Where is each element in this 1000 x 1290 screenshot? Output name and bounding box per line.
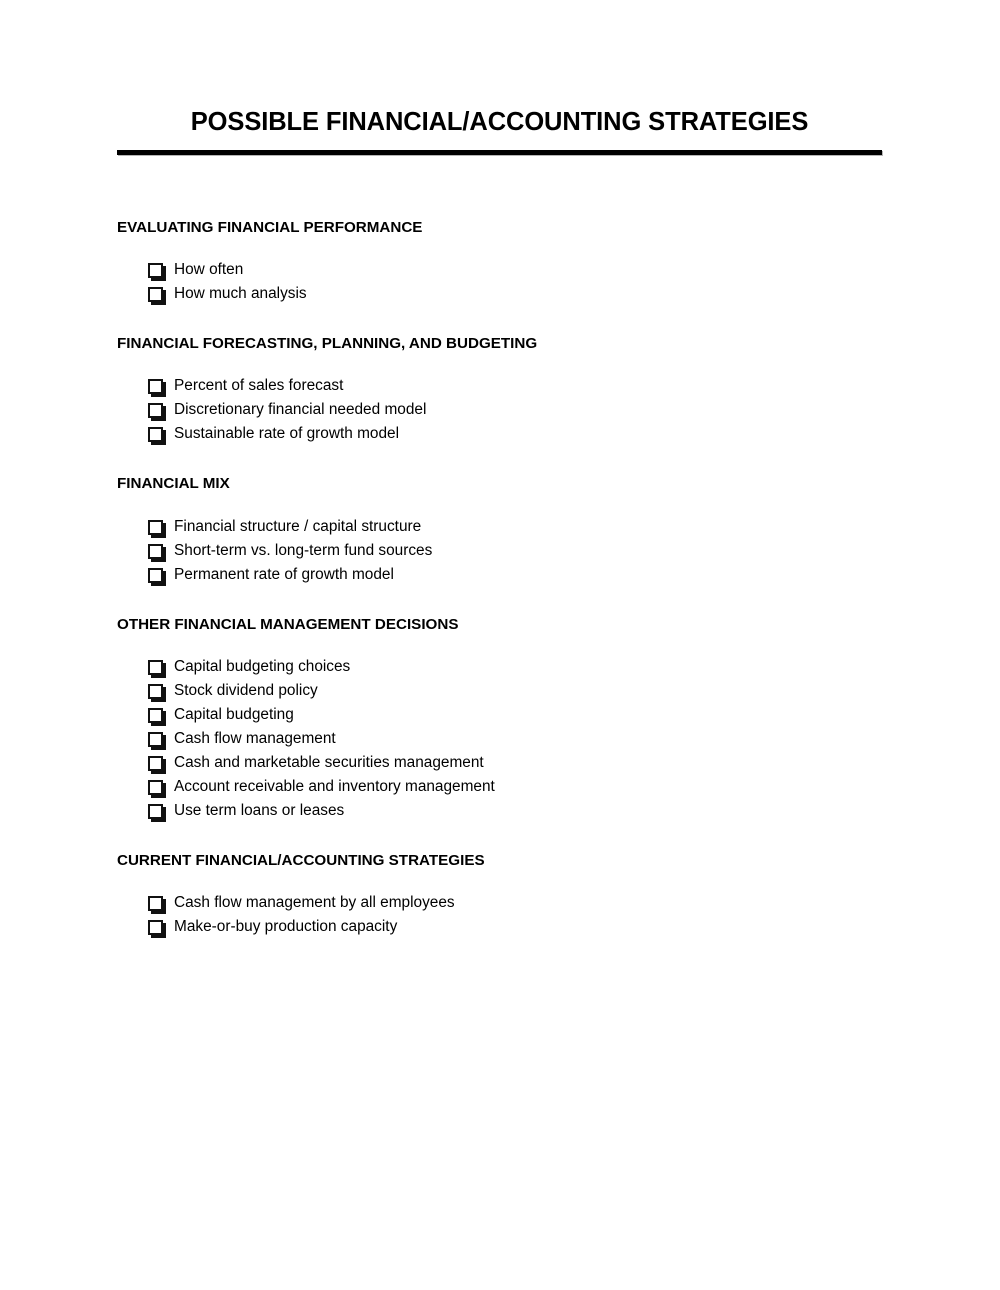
list-item-label: Discretionary financial needed model <box>174 401 427 419</box>
list-item[interactable] <box>117 515 917 539</box>
list-item[interactable] <box>117 563 917 587</box>
checklist-items <box>117 655 917 823</box>
list-item[interactable] <box>117 655 917 679</box>
page-title: POSSIBLE FINANCIAL/ACCOUNTING STRATEGIES <box>190 108 809 136</box>
checkbox-icon[interactable] <box>148 287 163 302</box>
list-item-label: Stock dividend policy <box>174 681 318 699</box>
list-item-label: Cash flow management by all employees <box>174 894 455 912</box>
list-item-label: Make-or-buy production capacity <box>174 918 398 936</box>
checklist-items <box>117 891 917 939</box>
list-item[interactable] <box>117 727 917 751</box>
section-heading: CURRENT FINANCIAL/ACCOUNTING STRATEGIES <box>117 851 485 869</box>
checklist-section <box>117 616 917 823</box>
list-item-label: Sustainable rate of growth model <box>174 425 400 443</box>
checkbox-icon[interactable] <box>148 568 163 583</box>
checkbox-icon[interactable] <box>148 756 163 771</box>
list-item-label: Short-term vs. long-term fund sources <box>174 541 433 559</box>
list-item[interactable] <box>117 398 917 422</box>
list-item-label: Account receivable and inventory management <box>174 777 495 795</box>
document-header <box>117 108 882 155</box>
checkbox-icon[interactable] <box>148 708 163 723</box>
list-item-label: Use term loans or leases <box>174 801 345 819</box>
section-heading: FINANCIAL FORECASTING, PLANNING, AND BUDGETING <box>117 335 538 353</box>
list-item[interactable] <box>117 799 917 823</box>
checklist-items <box>117 258 917 306</box>
list-item[interactable] <box>117 539 917 563</box>
list-item[interactable] <box>117 751 917 775</box>
list-item[interactable] <box>117 703 917 727</box>
list-item-label: Capital budgeting choices <box>174 657 351 675</box>
section-heading: FINANCIAL MIX <box>117 475 230 493</box>
checkbox-icon[interactable] <box>148 403 163 418</box>
list-item-label: Percent of sales forecast <box>174 377 344 395</box>
checkbox-icon[interactable] <box>148 804 163 819</box>
section-heading: EVALUATING FINANCIAL PERFORMANCE <box>117 219 423 236</box>
checkbox-icon[interactable] <box>148 684 163 699</box>
checkbox-icon[interactable] <box>148 896 163 911</box>
checkbox-icon[interactable] <box>148 520 163 535</box>
checkbox-icon[interactable] <box>148 920 163 935</box>
title-divider <box>117 150 882 155</box>
list-item[interactable] <box>117 915 917 939</box>
list-item[interactable] <box>117 282 917 306</box>
checklist-items <box>117 374 917 446</box>
list-item-label: Capital budgeting <box>174 705 294 723</box>
list-item[interactable] <box>117 374 917 398</box>
list-item-label: Cash and marketable securities management <box>174 753 484 771</box>
list-item[interactable] <box>117 422 917 446</box>
checklist-section <box>117 475 917 586</box>
checklist-section <box>117 219 917 306</box>
checkbox-icon[interactable] <box>148 660 163 675</box>
checklist-section <box>117 335 917 446</box>
list-item-label: Cash flow management <box>174 729 336 747</box>
list-item[interactable] <box>117 258 917 282</box>
checkbox-icon[interactable] <box>148 544 163 559</box>
list-item-label: Permanent rate of growth model <box>174 565 394 583</box>
section-heading: OTHER FINANCIAL MANAGEMENT DECISIONS <box>117 615 459 633</box>
checklist-items <box>117 515 917 587</box>
list-item-label: Financial structure / capital structure <box>174 517 422 535</box>
checkbox-icon[interactable] <box>148 379 163 394</box>
checkbox-icon[interactable] <box>148 263 163 278</box>
list-item-label: How much analysis <box>174 285 307 303</box>
checklist-section <box>117 852 917 939</box>
checkbox-icon[interactable] <box>148 780 163 795</box>
checkbox-icon[interactable] <box>148 732 163 747</box>
list-item-label: How often <box>174 261 244 279</box>
checklist-body <box>117 219 917 939</box>
list-item[interactable] <box>117 775 917 799</box>
list-item[interactable] <box>117 891 917 915</box>
list-item[interactable] <box>117 679 917 703</box>
checkbox-icon[interactable] <box>148 427 163 442</box>
